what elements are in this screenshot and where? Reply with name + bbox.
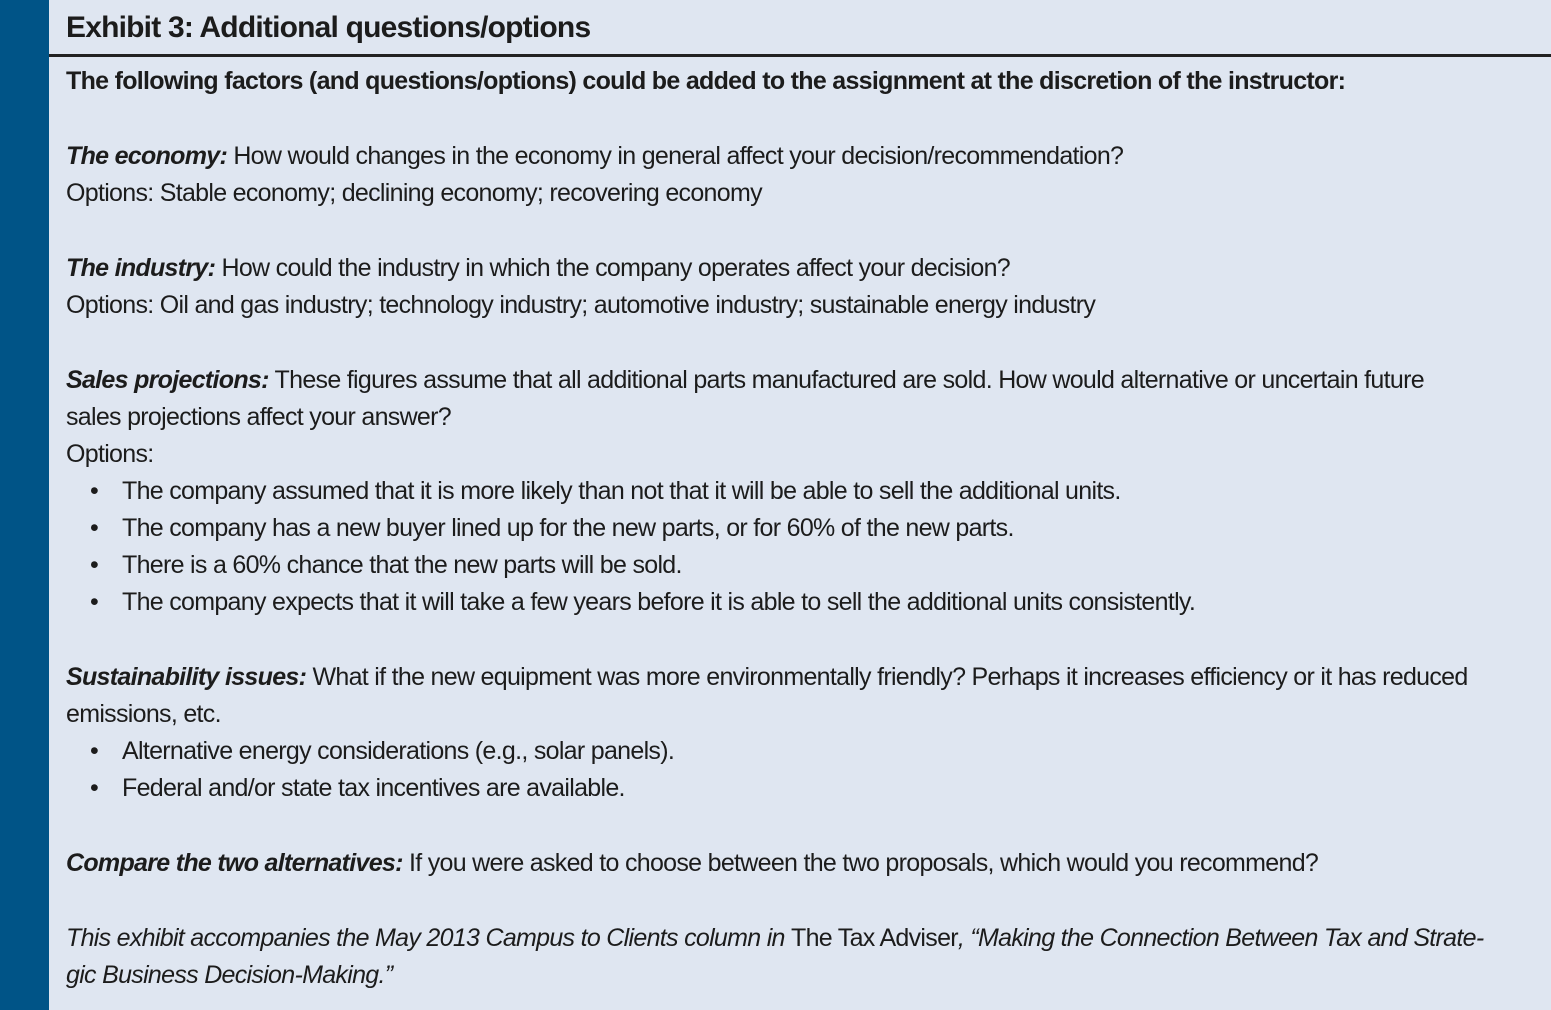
list-item-text: Federal and/or state tax incentives are available. — [122, 774, 625, 802]
exhibit-title: Exhibit 3: Additional questions/options — [66, 11, 591, 44]
bullet-icon: • — [90, 737, 99, 765]
list-item-text: The company has a new buyer lined up for the new parts, or for 60% of the new parts. — [122, 514, 1014, 542]
list-item-text: The company expects that it will take a few years before it is able to sell the additional units consistently. — [122, 588, 1196, 616]
spacer — [66, 882, 1542, 920]
industry-options: Options: Oil and gas industry; technology industry; automotive industry; sustainable energy industry — [66, 291, 1096, 319]
bullet-icon: • — [90, 774, 99, 802]
spacer — [66, 621, 1542, 659]
list-item — [66, 770, 1542, 807]
list-item-text: The company assumed that it is more likely than not that it will be able to sell the additional units. — [122, 477, 1121, 505]
economy-question — [66, 138, 1542, 175]
industry-question — [66, 250, 1542, 287]
economy-options: Options: Stable economy; declining economy; recovering economy — [66, 179, 762, 207]
sales-options-list — [66, 473, 1542, 621]
sales-question-continued: sales projections affect your answer? — [66, 403, 451, 431]
sales-question-text: These figures assume that all additional parts manufactured are sold. How would alternative or uncertain future — [268, 366, 1424, 394]
sustainability-term: Sustainability issues: — [66, 663, 307, 691]
sustainability-question — [66, 659, 1542, 696]
bullet-icon: • — [90, 551, 99, 579]
footnote — [66, 920, 1542, 957]
sustainability-options-list — [66, 733, 1542, 807]
list-item-text: Alternative energy considerations (e.g., solar panels). — [122, 737, 675, 765]
spacer — [66, 100, 1542, 138]
sales-term: Sales projections: — [66, 366, 269, 394]
list-item — [66, 510, 1542, 547]
compare-question — [66, 845, 1542, 882]
list-item — [66, 473, 1542, 510]
industry-term: The industry: — [66, 254, 216, 282]
title-divider — [49, 54, 1551, 57]
sustainability-question-continued: emissions, etc. — [66, 700, 221, 728]
sales-options-label: Options: — [66, 440, 154, 468]
spacer — [66, 212, 1542, 250]
list-item — [66, 733, 1542, 770]
sales-question — [66, 362, 1542, 399]
article-title: , “Making the Connection Between Tax and Strate- — [957, 924, 1484, 952]
list-item-text: There is a 60% chance that the new parts will be sold. — [122, 551, 682, 579]
spacer — [66, 324, 1542, 362]
economy-question-text: How would changes in the economy in general affect your decision/recommendation? — [227, 142, 1124, 170]
intro-text: The following factors (and questions/options) could be added to the assignment at the discretion of the instructor: — [66, 67, 1346, 95]
bullet-icon: • — [90, 514, 99, 542]
bullet-icon: • — [90, 477, 99, 505]
spacer — [66, 807, 1542, 845]
industry-question-text: How could the industry in which the company operates affect your decision? — [215, 254, 1010, 282]
footnote-text: This exhibit accompanies the May 2013 Campus to Clients column in — [66, 924, 792, 952]
list-item — [66, 547, 1542, 584]
publication-name: The Tax Adviser — [791, 924, 958, 952]
compare-question-text: If you were asked to choose between the two proposals, which would you recommend? — [402, 849, 1319, 877]
bullet-icon: • — [90, 588, 99, 616]
sidebar-accent-bar — [0, 0, 49, 1010]
footnote-continued: gic Business Decision-Making.” — [66, 961, 393, 989]
list-item — [66, 584, 1542, 621]
economy-term: The economy: — [66, 142, 228, 170]
compare-term: Compare the two alternatives: — [66, 849, 403, 877]
sustainability-question-text: What if the new equipment was more environmentally friendly? Perhaps it increases efficiency or it has reduced — [306, 663, 1468, 691]
exhibit-body — [66, 63, 1542, 994]
